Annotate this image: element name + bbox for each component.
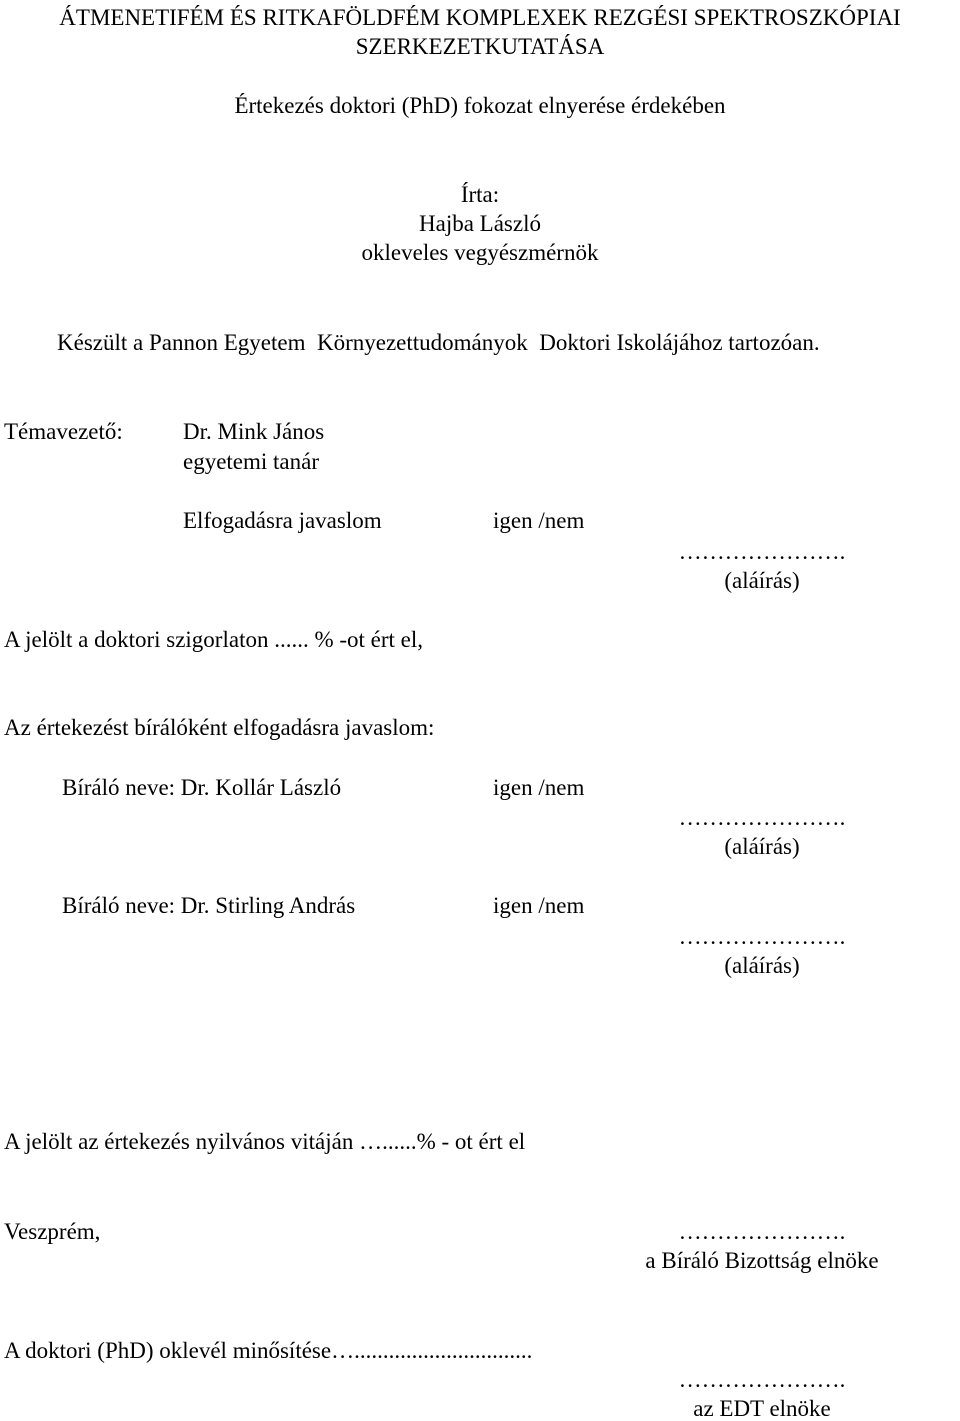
supervisor-position: egyetemi tanár (183, 449, 320, 474)
supervisor-choice: igen /nem (493, 508, 585, 533)
exam-result-line: A jelölt a doktori szigorlaton ...... % -ot ért el, (4, 627, 424, 652)
author-degree: okleveles vegyészmérnök (361, 240, 599, 265)
supervisor-signature-label: (aláírás) (724, 568, 800, 593)
reviewer-1-name: Bíráló neve: Dr. Kollár László (62, 775, 342, 800)
place-label: Veszprém, (4, 1219, 101, 1244)
supervisor-name: Dr. Mink János (183, 419, 325, 444)
institution-statement: Készült a Pannon Egyetem Környezettudományok Doktori Iskolájához tartozóan. (57, 330, 820, 355)
reviewer-2-signature-label: (aláírás) (724, 953, 800, 978)
reviewers-intro: Az értekezést bírálóként elfogadásra javaslom: (4, 715, 435, 740)
supervisor-signature-line: …………………. (678, 539, 846, 564)
reviewer-1-signature-line: …………………. (678, 805, 846, 830)
committee-signature-line: …………………. (678, 1219, 846, 1244)
reviewer-2-choice: igen /nem (493, 893, 585, 918)
thesis-title-line-1: ÁTMENETIFÉM ÉS RITKAFÖLDFÉM KOMPLEXEK REZGÉSI SPEKTROSZKÓPIAI (59, 5, 901, 30)
author-label: Írta: (460, 182, 500, 207)
defense-result-line: A jelölt az értekezés nyilvános vitáján …......% - ot ért el (4, 1129, 526, 1154)
qualification-line: A doktori (PhD) oklevél minősítése…............................... (4, 1338, 533, 1363)
reviewer-1-choice: igen /nem (493, 775, 585, 800)
thesis-purpose: Értekezés doktori (PhD) fokozat elnyerése érdekében (234, 93, 726, 118)
author-name: Hajba László (419, 211, 541, 236)
thesis-title-line-2: SZERKEZETKUTATÁSA (355, 34, 605, 59)
supervisor-recommend-label: Elfogadásra javaslom (183, 508, 382, 533)
reviewer-1-signature-label: (aláírás) (724, 834, 800, 859)
committee-signature-label: a Bíráló Bizottság elnöke (645, 1248, 879, 1273)
edt-signature-label: az EDT elnöke (693, 1396, 831, 1421)
edt-signature-line: …………………. (678, 1367, 846, 1392)
reviewer-2-signature-line: …………………. (678, 924, 846, 949)
reviewer-2-name: Bíráló neve: Dr. Stirling András (62, 893, 356, 918)
supervisor-label: Témavezető: (4, 419, 123, 444)
